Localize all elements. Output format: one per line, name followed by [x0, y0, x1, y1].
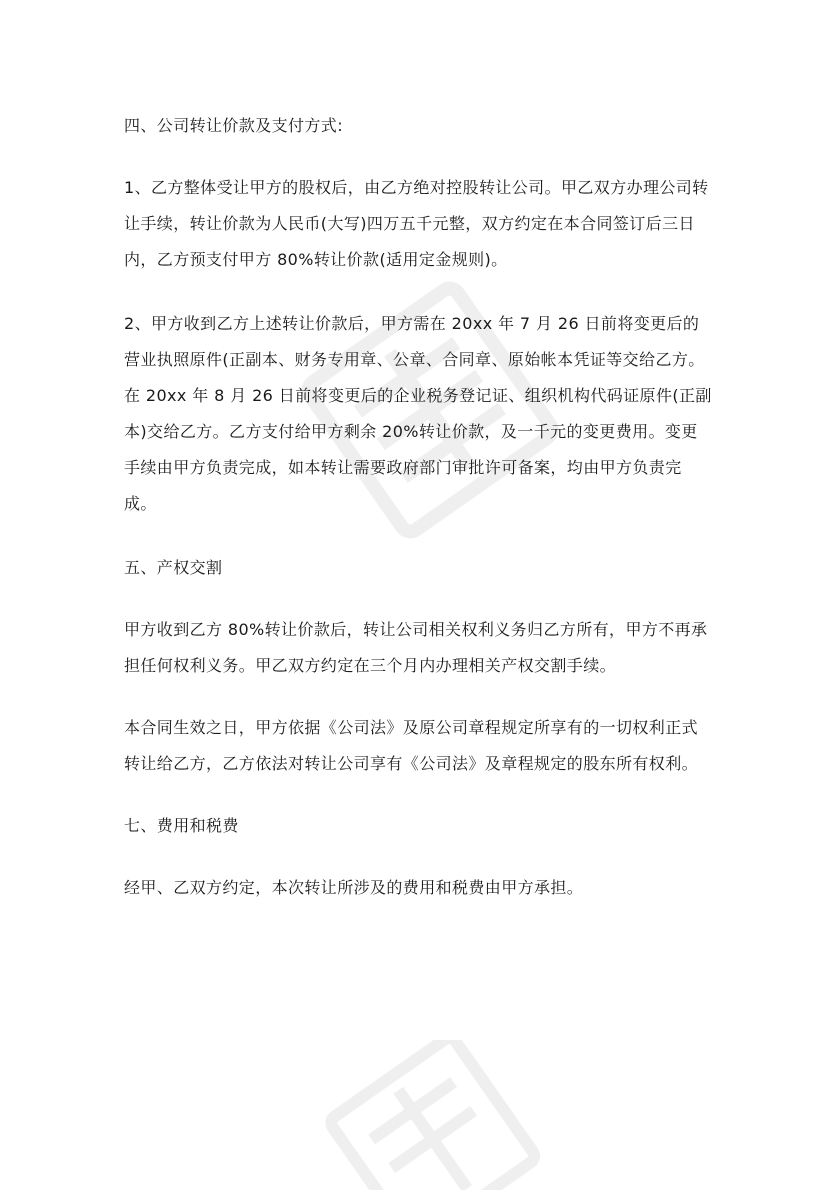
- paragraph-property-2: 本合同生效之日，甲方依据《公司法》及原公司章程规定所享有的一切权利正式转让给乙方，乙方依法对转让公司享有《公司法》及章程规定的股东所有权利。: [124, 718, 699, 773]
- paragraph-fees: 经甲、乙双方约定，本次转让所涉及的费用和税费由甲方承担。: [124, 878, 584, 897]
- document-body: [124, 108, 714, 906]
- section-heading-fees: 七、费用和税费: [124, 816, 239, 835]
- watermark-logo-bottom: [300, 1040, 540, 1190]
- section-heading-payment: 四、公司转让价款及支付方式:: [124, 116, 343, 135]
- section-heading-property: 五、产权交割: [124, 558, 223, 577]
- paragraph-payment-2: 2、甲方收到乙方上述转让价款后，甲方需在 20xx 年 7 月 26 日前将变更后的营业执照原件(正副本、财务专用章、公章、合同章、原始帐本凭证等交给乙方。在 20xx 年 8 月 26 日前将变更后的企业税务登记证、组织机构代码证原件(正副本)交给乙方。乙方支付给甲方剩余 20%转让价款，及一千元的变更费用。变更手续由甲方负责完成，如本转让需要政府部门审批许可备案，均由甲方负责完成。: [124, 314, 712, 513]
- paragraph-property-1: 甲方收到乙方 80%转让价款后，转让公司相关权利义务归乙方所有，甲方不再承担任何权利义务。甲乙双方约定在三个月内办理相关产权交割手续。: [124, 620, 708, 675]
- paragraph-payment-1: 1、乙方整体受让甲方的股权后，由乙方绝对控股转让公司。甲乙双方办理公司转让手续，转让价款为人民币(大写)四万五千元整，双方约定在本合同签订后三日内，乙方预支付甲方 80%转让价款(适用定金规则)。: [124, 178, 709, 269]
